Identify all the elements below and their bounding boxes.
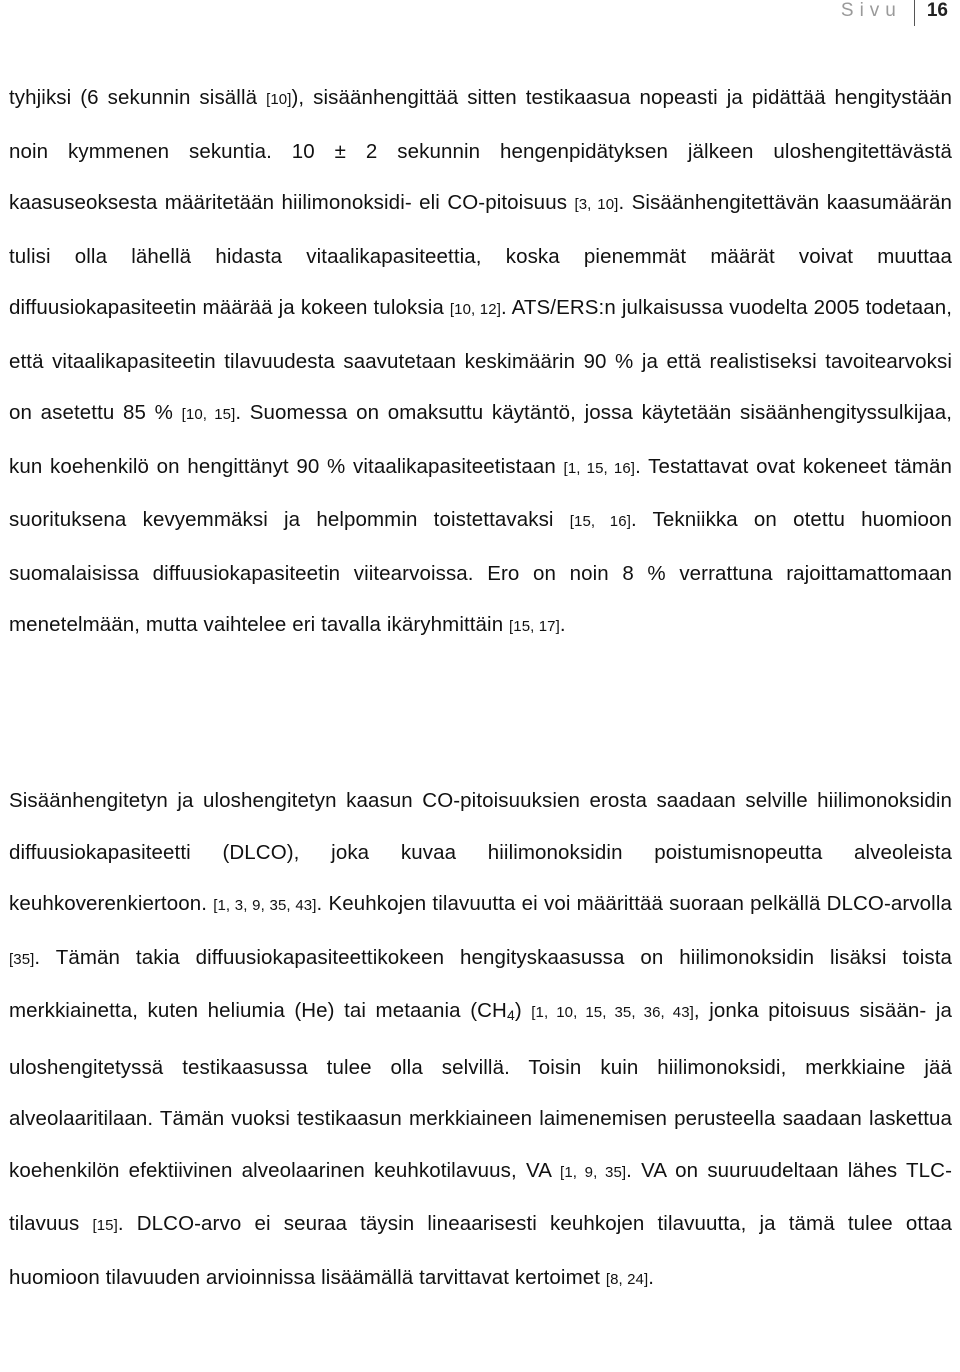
text-run: ) [514, 999, 532, 1022]
body-paragraph-2 [9, 775, 952, 1305]
text-run: . Suomessa on omaksuttu käytäntö, jossa käytetään sisäänhengityssulkijaa, kun koehenkilö on hengittänyt 90 % vitaalikapasiteetistaan [9, 401, 952, 478]
text-run: . DLCO-arvo ei seuraa täysin lineaarisesti keuhkojen tilavuutta, ja tämä tulee ottaa huomioon tilavuuden arvioinnissa lisäämällä tarvittavat kertoimet [9, 1212, 952, 1289]
citation: [15] [92, 1217, 118, 1234]
page-header [841, 0, 960, 26]
text-run: , jonka pitoisuus sisään- ja uloshengitetyssä testikaasussa tulee olla selvillä. Toisin kuin hiilimonoksidi, merkkiaine jää alveolaaritilaan. Tämän vuoksi testikaasun merkkiaineen laimenemisen perusteella saadaan laskettua koehenkilön efektiivinen alveolaarinen keuhkotilavuus, VA [9, 999, 952, 1182]
text-run: Sisäänhengitetyn ja uloshengitetyn kaasun CO-pitoisuuksien erosta saadaan selville hiilimonoksidin diffuusiokapasiteetti (DLCO), joka kuvaa hiilimonoksidin poistumisnopeutta alveoleista keuhkoverenkiertoon. [9, 789, 952, 915]
text-run: . ATS/ERS:n julkaisussa vuodelta 2005 todetaan, että vitaalikapasiteetin tilavuudesta saavutetaan keskimäärin 90 % ja että realistiseksi tavoitearvoksi on asetettu 85 % [9, 296, 953, 424]
header-divider [914, 0, 915, 26]
body-paragraph-1 [9, 72, 952, 653]
text-run: . [559, 613, 566, 636]
page-label: Sivu [840, 0, 902, 21]
citation: [1, 3, 9, 35, 43] [213, 897, 317, 914]
subscript: 4 [506, 1007, 515, 1023]
text-run: . Testattavat ovat kokeneet tämän suorituksena kevyemmäksi ja helpommin toistettavaksi [9, 454, 952, 531]
text-run: . Tämän takia diffuusiokapasiteettikokeen hengityskaasussa on hiilimonoksidin lisäksi toista merkkiainetta, kuten heliumia (He) tai metaania (CH [9, 945, 952, 1022]
citation: [15, 16] [569, 513, 631, 530]
citation: [10] [266, 91, 292, 108]
citation: [35] [9, 950, 35, 968]
citation: [1, 9, 35] [560, 1163, 627, 1181]
text-run: . [648, 1265, 655, 1289]
text-run: ), sisäänhengittää sitten testikaasua nopeasti ja pidättää hengitystään noin kymmenen sekuntia. 10 ± 2 sekunnin hengenpidätyksen jälkeen uloshengitettävästä kaasuseoksesta määritetään hiilimonoksidi- eli CO-pitoisuus [9, 86, 953, 214]
citation: [15, 17] [509, 618, 560, 635]
citation: [3, 10] [574, 196, 619, 213]
citation: [8, 24] [605, 1270, 649, 1288]
text-run: . Sisäänhengitettävän kaasumäärän tulisi olla lähellä hidasta vitaalikapasiteettia, koska pienemmät määrät voivat muuttaa diffuusiokapasiteetin määrää ja kokeen tuloksia [9, 191, 952, 319]
text-run: . VA on suuruudeltaan lähes TLC-tilavuus [9, 1158, 952, 1235]
citation: [1, 10, 15, 35, 36, 43] [531, 1004, 694, 1021]
text-run: . Keuhkojen tilavuutta ei voi määrittää suoraan pelkällä DLCO-arvolla [316, 892, 952, 915]
citation: [10, 15] [181, 406, 236, 423]
citation: [10, 12] [449, 301, 501, 318]
citation: [1, 15, 16] [563, 459, 636, 477]
text-run: tyhjiksi (6 sekunnin sisällä [9, 86, 267, 109]
page-number: 16 [926, 0, 948, 21]
text-run: . Tekniikka on otettu huomioon suomalaisissa diffuusiokapasiteetin viitearvoissa. Ero on noin 8 % verrattuna rajoittamattomaan menetelmään, mutta vaihtelee eri tavalla ikäryhmittäin [9, 508, 952, 636]
